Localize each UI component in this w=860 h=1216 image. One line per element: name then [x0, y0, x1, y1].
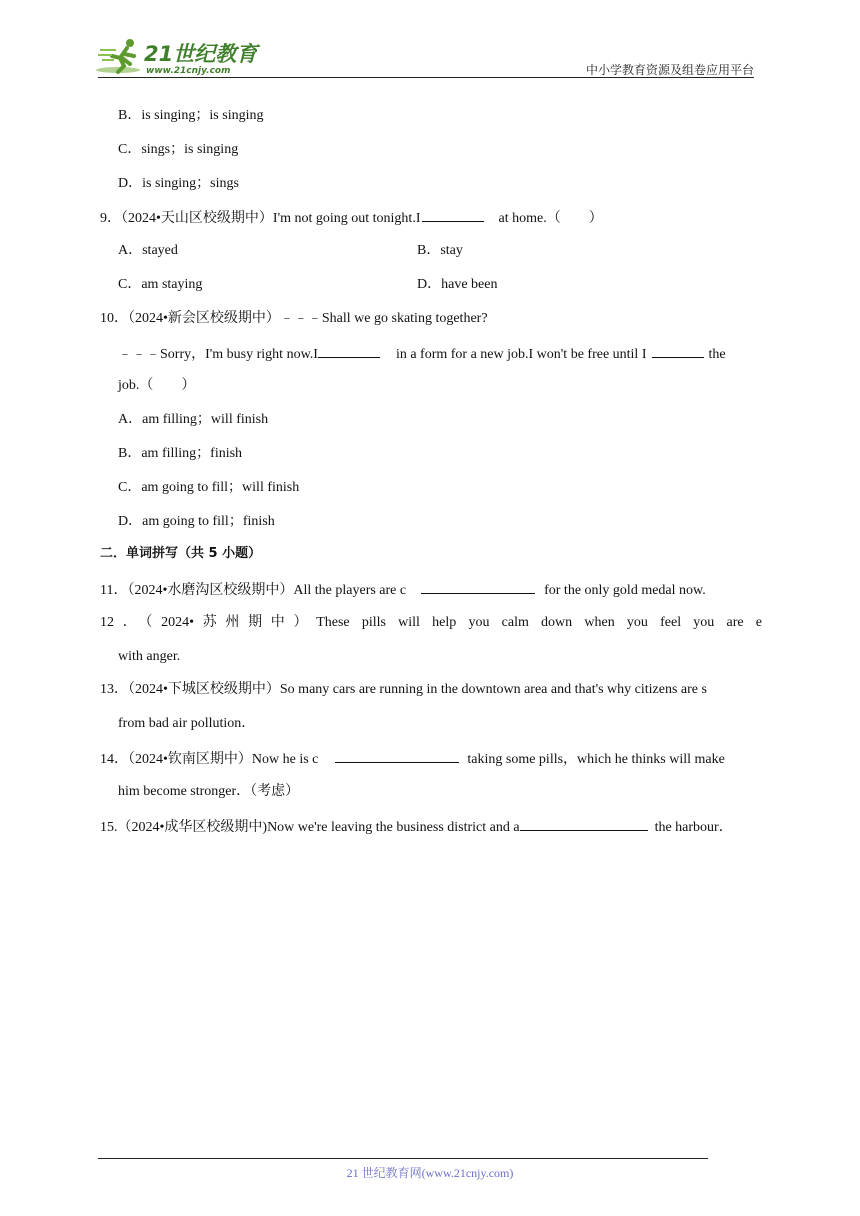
q14-stem-text: 14．（2024•钦南区期中）Now he is c	[100, 752, 319, 767]
q14-stem-mid: taking some pills，which he thinks will make	[467, 752, 725, 767]
q10-stem-line1: 10．（2024•新会区校级期中）﹣﹣﹣Shall we go skating together?	[100, 311, 488, 326]
header-divider	[98, 77, 754, 78]
q10-dialogue-text: ﹣﹣﹣Sorry，I'm busy right now.I	[118, 347, 318, 362]
runner-logo-icon	[94, 36, 264, 78]
q9-option-a: A．stayed	[118, 243, 178, 258]
q14-stem	[100, 749, 725, 769]
q10-stem-line3: job.（ ）	[118, 378, 196, 393]
q12-stem-line1: 12．（2024•苏州期中）These pills will help you calm down when you feel you are e	[100, 615, 762, 630]
q8-option-c: C．sings；is singing	[118, 142, 239, 157]
q9-option-d: D．have been	[417, 277, 498, 292]
q15-stem-text: 15.（2024•成华区校级期中)Now we're leaving the business district and a	[100, 820, 520, 835]
q10-stem-line2	[118, 344, 726, 364]
q14-stem-line2: him become stronger．（考虑）	[118, 784, 300, 799]
site-logo	[94, 36, 264, 78]
q15-stem-end: the harbour．	[654, 820, 733, 835]
q8-option-d: D．is singing；sings	[118, 176, 239, 191]
q11-stem	[100, 580, 706, 600]
q8-option-b: B．is singing；is singing	[118, 108, 264, 123]
logo-text: 21世纪教育	[144, 42, 258, 66]
logo-url: www.21cnjy.com	[146, 66, 231, 76]
q10-option-c: C．am going to fill；will finish	[118, 480, 300, 495]
q13-stem-line1: 13．（2024•下城区校级期中）So many cars are running in the downtown area and that's why citizens are s	[100, 682, 707, 697]
q10-blank-2	[652, 344, 704, 358]
q11-stem-end: for the only gold medal now.	[544, 583, 706, 598]
q9-option-c: C．am staying	[118, 277, 203, 292]
q11-blank	[421, 580, 535, 594]
header-platform-name: 中小学教育资源及组卷应用平台	[585, 63, 754, 77]
q9-stem-end: at home.（ ）	[498, 211, 603, 226]
q13-stem-line2: from bad air pollution．	[118, 716, 256, 731]
q11-stem-text: 11．（2024•水磨沟区校级期中）All the players are c	[100, 583, 407, 598]
q10-dialogue-mid: in a form for a new job.I won't be free until I	[395, 347, 647, 362]
q9-blank	[422, 208, 484, 222]
q15-stem	[100, 817, 733, 837]
footer-divider	[98, 1158, 708, 1159]
q15-blank	[520, 817, 648, 831]
q9-stem-text: 9．（2024•天山区校级期中）I'm not going out tonight.I	[100, 211, 421, 226]
q10-option-b: B．am filling；finish	[118, 446, 243, 461]
footer-site-link[interactable]: 21 世纪教育网(www.21cnjy.com)	[346, 1166, 514, 1180]
section-heading: 二．单词拼写（共 5 小题）	[100, 546, 262, 561]
q10-dialogue-end: the	[708, 347, 726, 362]
q9-stem	[100, 208, 603, 228]
q10-blank-1	[318, 344, 380, 358]
q9-option-b: B．stay	[417, 243, 463, 258]
q12-stem-line2: with anger.	[118, 649, 181, 664]
q10-option-d: D．am going to fill；finish	[118, 514, 275, 529]
q10-option-a: A．am filling；will finish	[118, 412, 269, 427]
q14-blank	[335, 749, 459, 763]
